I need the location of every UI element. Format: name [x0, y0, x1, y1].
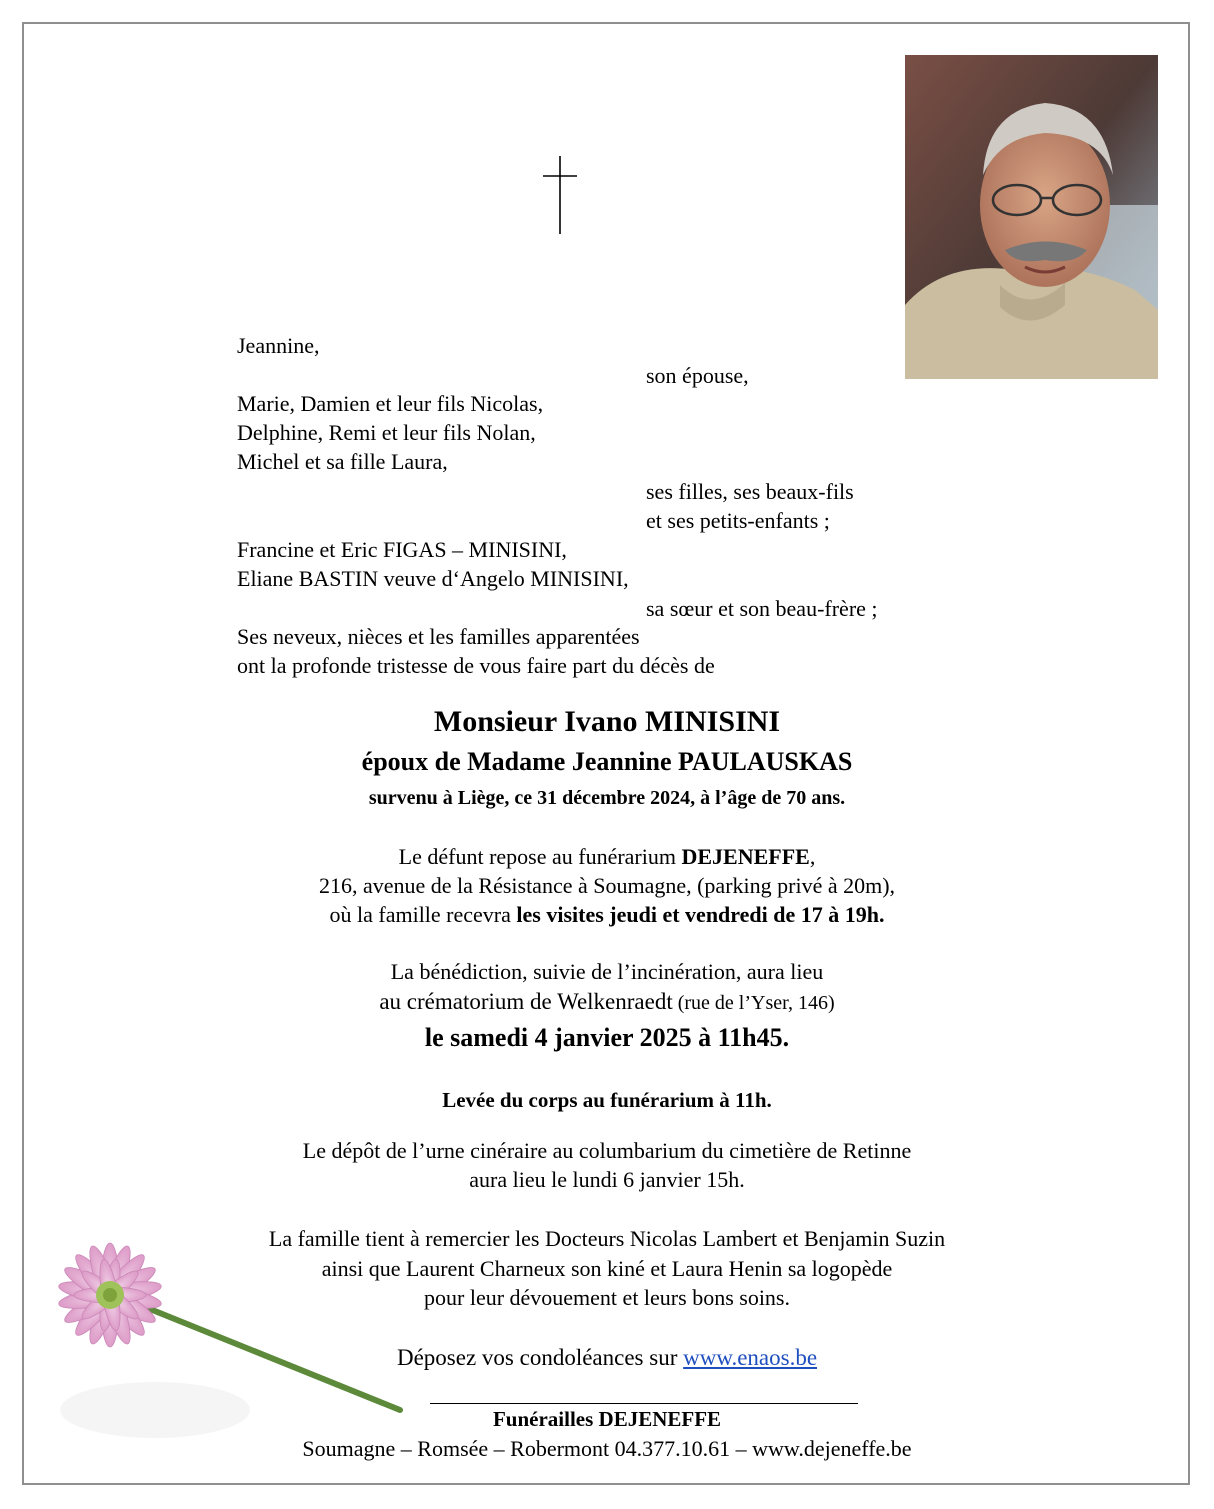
- funeral-home-name: DEJENEFFE: [681, 844, 810, 869]
- family-line: ses filles, ses beaux-fils: [646, 479, 854, 504]
- family-line: Eliane BASTIN veuve d‘Angelo MINISINI,: [237, 566, 629, 591]
- family-line: Francine et Eric FIGAS – MINISINI,: [237, 537, 567, 562]
- family-line: Jeannine,: [237, 333, 320, 358]
- cross-icon: [542, 156, 578, 234]
- family-line: Delphine, Remi et leur fils Nolan,: [237, 420, 536, 445]
- flower-image: [35, 1195, 415, 1455]
- family-line: et ses petits-enfants ;: [646, 508, 830, 533]
- ceremony-line-2: [0, 987, 1214, 1018]
- family-line: Marie, Damien et leur fils Nicolas,: [237, 391, 544, 416]
- funeral-contact: Soumagne – Romsée – Robermont 04.377.10.61 – www.dejeneffe.be: [302, 1436, 912, 1461]
- ceremony-place: au crématorium de Welkenraedt: [379, 989, 673, 1014]
- thanks-line-3: pour leur dévouement et leurs bons soins.: [424, 1285, 790, 1310]
- family-line: son épouse,: [646, 363, 749, 388]
- footer-divider: [430, 1403, 858, 1404]
- family-line: Michel et sa fille Laura,: [237, 449, 448, 474]
- spouse-line: époux de Madame Jeannine PAULAUSKAS: [361, 747, 853, 776]
- portrait-photo: [905, 55, 1158, 379]
- ceremony-line-1: La bénédiction, suivie de l’incinération, aura lieu: [390, 959, 824, 984]
- levee-line: Levée du corps au funérarium à 11h.: [442, 1088, 772, 1112]
- family-line: sa sœur et son beau-frère ;: [646, 596, 878, 621]
- rest-line-3: [0, 900, 1214, 929]
- rest-text: Le défunt repose au funérarium: [398, 844, 682, 869]
- thanks-line-2: ainsi que Laurent Charneux son kiné et Laura Henin sa logopède: [321, 1256, 893, 1281]
- thanks-line-1: La famille tient à remercier les Docteurs Nicolas Lambert et Benjamin Suzin: [268, 1226, 946, 1251]
- urn-line-2: aura lieu le lundi 6 janvier 15h.: [469, 1167, 745, 1192]
- condolences-link[interactable]: www.enaos.be: [683, 1345, 818, 1370]
- family-line: Ses neveux, nièces et les familles apparentées: [237, 624, 640, 649]
- urn-line-1: Le dépôt de l’urne cinéraire au columbarium du cimetière de Retinne: [302, 1138, 912, 1163]
- condolences-text: Déposez vos condoléances sur: [396, 1345, 684, 1370]
- rest-text: où la famille recevra: [329, 902, 517, 927]
- family-line: ont la profonde tristesse de vous faire part du décès de: [237, 653, 715, 678]
- deceased-name: Monsieur Ivano MINISINI: [433, 705, 781, 738]
- visit-hours: les visites jeudi et vendredi de 17 à 19h.: [516, 902, 885, 927]
- rest-punct: ,: [809, 844, 816, 869]
- rest-address: 216, avenue de la Résistance à Soumagne, (parking privé à 20m),: [318, 873, 896, 898]
- ceremony-date: le samedi 4 janvier 2025 à 11h45.: [424, 1023, 790, 1052]
- death-line: survenu à Liège, ce 31 décembre 2024, à l’âge de 70 ans.: [368, 787, 846, 809]
- rest-line-1: [0, 842, 1214, 871]
- funeral-company: Funérailles DEJENEFFE: [492, 1407, 722, 1431]
- ceremony-address: (rue de l’Yser, 146): [672, 992, 835, 1014]
